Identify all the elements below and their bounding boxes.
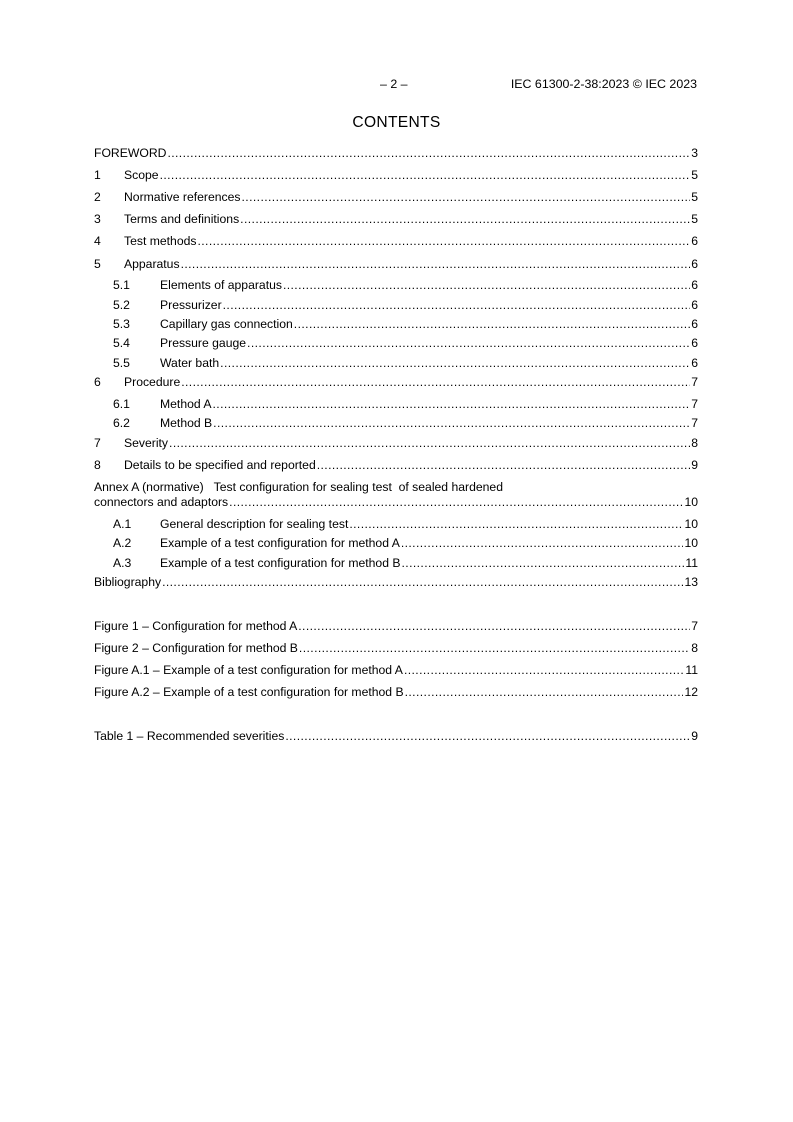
toc-page: 6 — [691, 257, 698, 271]
toc-number: 6.1 — [113, 397, 130, 411]
toc-number: 2 — [94, 190, 101, 204]
toc-label: General description for sealing test — [160, 517, 349, 531]
toc-entry-5-5[interactable] — [113, 355, 698, 371]
figure-entry-a-1[interactable] — [94, 662, 698, 678]
toc-number: 7 — [94, 436, 101, 450]
toc-entry-annex-a-heading[interactable]: Annex A (normative) Test configuration for sealing test of sealed hardened — [94, 480, 503, 494]
figure-page: 8 — [691, 641, 698, 655]
toc-label: Severity — [124, 436, 169, 450]
toc-number: 5.5 — [113, 356, 130, 370]
toc-label: FOREWORD — [94, 146, 167, 160]
toc-page: 10 — [684, 495, 698, 509]
page-number: – 2 – — [380, 77, 408, 91]
toc-number: 1 — [94, 168, 101, 182]
toc-page: 6 — [691, 234, 698, 248]
toc-label: Pressurizer — [160, 298, 222, 312]
toc-label: Test methods — [124, 234, 197, 248]
toc-page: 7 — [691, 416, 698, 430]
toc-page: 10 — [684, 517, 698, 531]
toc-label: Capillary gas connection — [160, 317, 293, 331]
toc-page: 6 — [691, 317, 698, 331]
toc-label: Method A — [160, 397, 212, 411]
toc-page: 5 — [691, 190, 698, 204]
toc-page: 6 — [691, 298, 698, 312]
toc-page: 6 — [691, 356, 698, 370]
toc-entry-a-1[interactable] — [113, 516, 698, 532]
toc-label: Bibliography — [94, 575, 162, 589]
toc-entry-bibliography[interactable] — [94, 574, 698, 590]
toc-entry-foreword[interactable] — [94, 145, 698, 161]
toc-entry-6-2[interactable] — [113, 415, 698, 431]
toc-entry-2[interactable] — [94, 189, 698, 205]
table-entry-1[interactable] — [94, 728, 698, 744]
toc-page: 9 — [691, 458, 698, 472]
toc-entry-6-1[interactable] — [113, 396, 698, 412]
toc-entry-5-1[interactable] — [113, 277, 698, 293]
toc-page: 13 — [684, 575, 698, 589]
toc-page: 7 — [691, 375, 698, 389]
toc-number: 4 — [94, 234, 101, 248]
toc-number: 6 — [94, 375, 101, 389]
table-page: 9 — [691, 729, 698, 743]
toc-entry-3[interactable] — [94, 211, 698, 227]
table-label: Table 1 – Recommended severities — [94, 729, 285, 743]
toc-number: A.1 — [113, 517, 132, 531]
contents-title: CONTENTS — [352, 114, 441, 131]
toc-page: 6 — [691, 336, 698, 350]
toc-page: 7 — [691, 397, 698, 411]
toc-number: 5.1 — [113, 278, 130, 292]
toc-entry-5-4[interactable] — [113, 335, 698, 351]
toc-page: 8 — [691, 436, 698, 450]
toc-page: 6 — [691, 278, 698, 292]
figure-page: 7 — [691, 619, 698, 633]
toc-number: 8 — [94, 458, 101, 472]
toc-number: A.2 — [113, 536, 132, 550]
toc-page: 5 — [691, 168, 698, 182]
figure-label: Figure 1 – Configuration for method A — [94, 619, 298, 633]
toc-label: Terms and definitions — [124, 212, 240, 226]
toc-label: Method B — [160, 416, 213, 430]
figure-label: Figure A.2 – Example of a test configuration for method B — [94, 685, 404, 699]
figure-page: 11 — [685, 663, 698, 677]
toc-label: Example of a test configuration for method B — [160, 556, 401, 570]
toc-entry-7[interactable] — [94, 435, 698, 451]
toc-number: 5.4 — [113, 336, 130, 350]
toc-label: Example of a test configuration for method A — [160, 536, 400, 550]
toc-entry-5-2[interactable] — [113, 297, 698, 313]
toc-number: 5 — [94, 257, 101, 271]
toc-label: Procedure — [124, 375, 181, 389]
toc-entry-4[interactable] — [94, 233, 698, 249]
toc-label: Pressure gauge — [160, 336, 247, 350]
figure-entry-a-2[interactable] — [94, 684, 698, 700]
toc-number: 5.3 — [113, 317, 130, 331]
toc-entry-8[interactable] — [94, 457, 698, 473]
toc-number: 5.2 — [113, 298, 130, 312]
toc-number: 6.2 — [113, 416, 130, 430]
toc-label: Water bath — [160, 356, 220, 370]
figure-entry-2[interactable] — [94, 640, 698, 656]
toc-entry-a-3[interactable] — [113, 555, 698, 571]
toc-number: 3 — [94, 212, 101, 226]
toc-label: Apparatus — [124, 257, 180, 271]
toc-entry-annex-a[interactable] — [94, 494, 698, 510]
toc-label: Normative references — [124, 190, 241, 204]
toc-entry-5[interactable] — [94, 256, 698, 272]
toc-number: A.3 — [113, 556, 132, 570]
toc-entry-5-3[interactable] — [113, 316, 698, 332]
toc-entry-6[interactable] — [94, 374, 698, 390]
toc-entry-1[interactable] — [94, 167, 698, 183]
figure-page: 12 — [684, 685, 698, 699]
figure-label: Figure A.1 – Example of a test configuration for method A — [94, 663, 403, 677]
toc-label: Elements of apparatus — [160, 278, 282, 292]
figure-label: Figure 2 – Configuration for method B — [94, 641, 298, 655]
toc-page: 10 — [684, 536, 698, 550]
figure-entry-1[interactable] — [94, 618, 698, 634]
toc-label: connectors and adaptors — [94, 495, 229, 509]
toc-label: Details to be specified and reported — [124, 458, 316, 472]
toc-page: 3 — [691, 146, 698, 160]
toc-entry-a-2[interactable] — [113, 535, 698, 551]
toc-page: 11 — [685, 556, 698, 570]
document-id: IEC 61300-2-38:2023 © IEC 2023 — [510, 77, 697, 91]
toc-page: 5 — [691, 212, 698, 226]
toc-label: Scope — [124, 168, 159, 182]
